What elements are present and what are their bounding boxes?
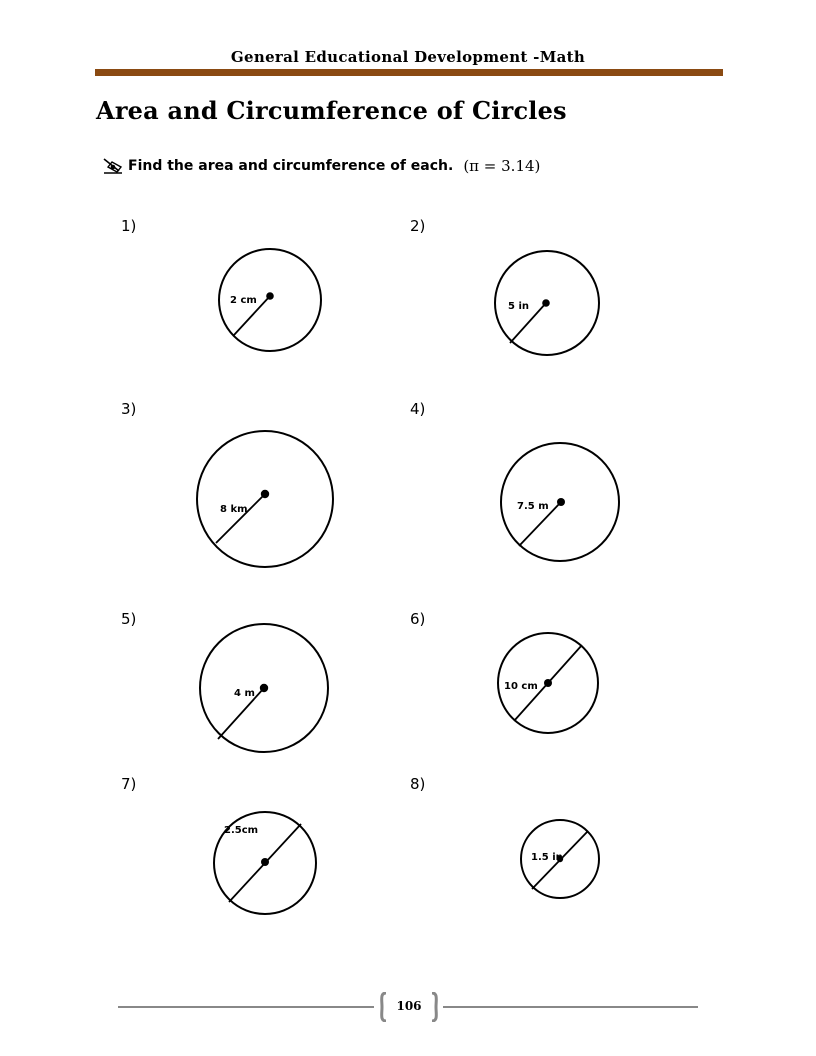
measure-label: 10 cm	[504, 681, 538, 692]
radius-line	[216, 494, 265, 543]
circle-figure	[214, 246, 328, 354]
problem-number: 5)	[121, 610, 137, 628]
page-number-frame	[378, 992, 440, 1022]
center-dot	[266, 292, 274, 300]
circle-figure	[193, 428, 337, 570]
footer-rule-left	[118, 1006, 374, 1008]
center-dot	[261, 490, 269, 498]
pi-value-note: (π = 3.14)	[463, 157, 541, 175]
page-number: 106	[396, 999, 422, 1013]
problem-number: 3)	[121, 400, 137, 418]
header-rule	[95, 69, 723, 76]
header-title: General Educational Development -Math	[230, 48, 586, 66]
measure-label: 1.5 in	[531, 852, 563, 863]
instruction	[102, 155, 540, 177]
center-dot	[557, 498, 565, 506]
measure-label: 7.5 m	[517, 501, 549, 512]
instruction-text: Find the area and circumference of each.	[128, 158, 454, 174]
problem-number: 7)	[121, 775, 137, 793]
center-dot	[542, 299, 550, 307]
problem-number: 2)	[410, 217, 426, 235]
footer-rule-right	[443, 1006, 698, 1008]
circle-figure	[516, 816, 606, 902]
circle-figure	[209, 808, 321, 918]
measure-label: 2 cm	[230, 295, 257, 306]
problem-number: 8)	[410, 775, 426, 793]
center-dot	[260, 684, 268, 692]
measure-label: 8 km	[220, 504, 248, 515]
circle-figure	[495, 630, 601, 736]
circle-figure	[498, 440, 624, 564]
page-title: Area and Circumference of Circles	[96, 96, 567, 125]
problem-number: 4)	[410, 400, 426, 418]
circle-figure	[491, 248, 603, 358]
measure-label: 2.5cm	[224, 825, 259, 836]
circle-outline	[197, 431, 333, 567]
center-dot	[261, 858, 269, 866]
measure-label: 4 m	[234, 688, 255, 699]
problem-number: 6)	[410, 610, 426, 628]
problem-number: 1)	[121, 217, 137, 235]
center-dot	[544, 679, 552, 687]
pencil-icon	[102, 157, 124, 175]
measure-label: 5 in	[508, 301, 529, 312]
circle-figure	[196, 621, 334, 757]
